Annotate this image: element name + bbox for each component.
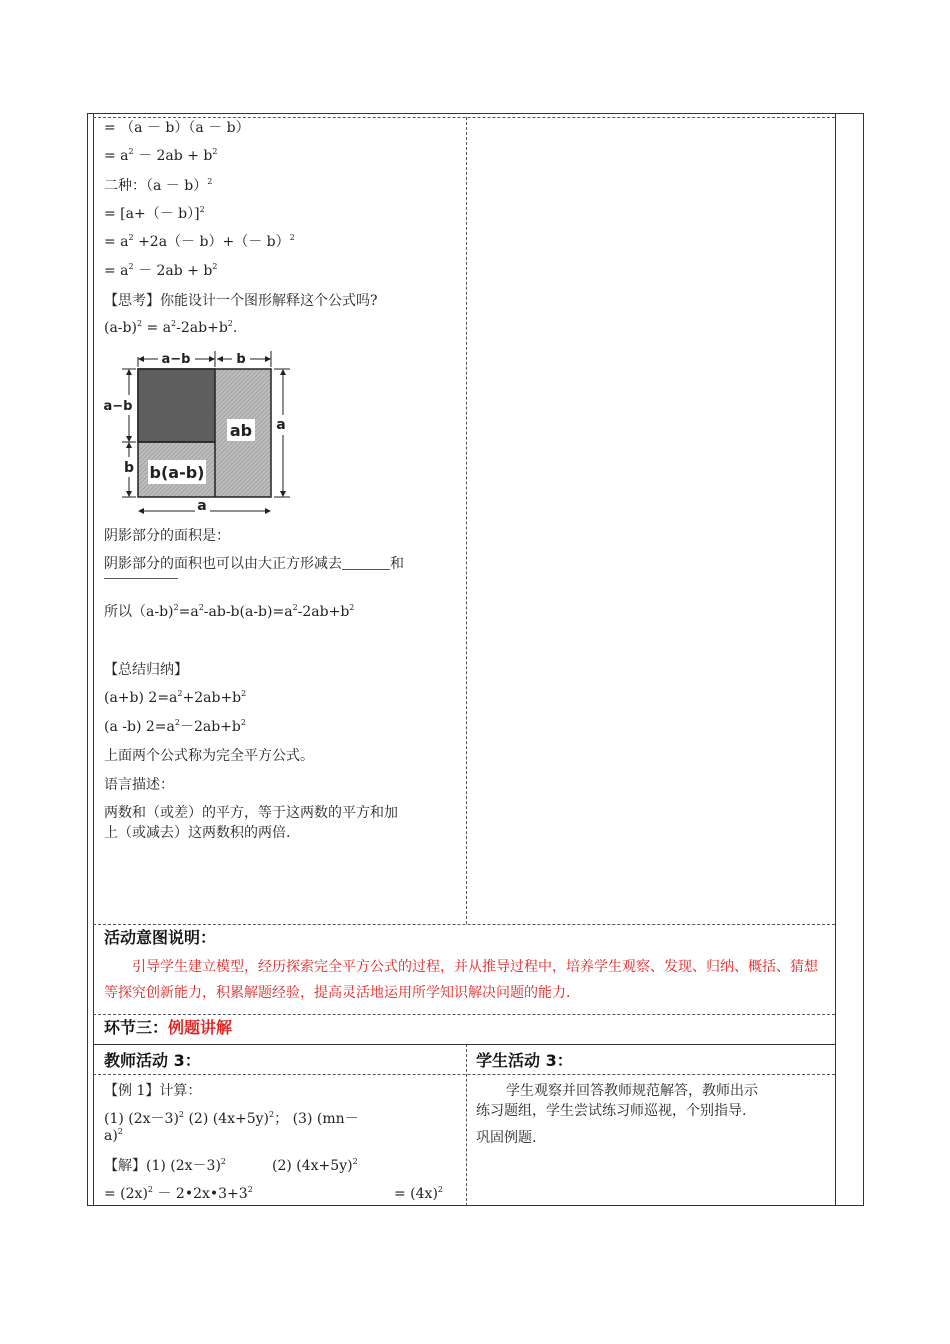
intent-top-line — [93, 924, 835, 925]
language-title: 语言描述： — [104, 777, 174, 793]
example-problems-cont: a)$^2$ — [104, 1127, 123, 1144]
student-text-2: 练习题组，学生尝试练习师巡视，个别指导. — [476, 1103, 747, 1119]
example-problems: (1) $(2x-3)^2$ (2) $(4x+5y)^2$； (3) (mn－ — [104, 1110, 359, 1127]
derivation-line-1: = （a － b）（a － b） — [104, 120, 250, 136]
label-top-a-minus-b: a−b — [161, 352, 191, 367]
solution-step-right: = $(4x)^2$ — [394, 1185, 444, 1202]
section3-top-line — [93, 1014, 835, 1015]
label-left-a-minus-b: a−b — [103, 399, 133, 414]
teacher-activity-title: 教师活动 3： — [104, 1051, 201, 1070]
language-desc-2: 上（或减去）这两数积的两倍. — [104, 825, 291, 841]
section3-heading: 环节三：例题讲解 — [104, 1018, 233, 1037]
area-question: 阴影部分的面积是： — [104, 528, 230, 544]
summary-title: 【总结归纳】 — [104, 662, 188, 678]
derivation-line-2: = $a^2 - 2ab + b^2$ — [104, 147, 218, 164]
right-margin-column-line — [835, 113, 836, 1206]
language-desc-1: 两数和（或差）的平方，等于这两数的平方和加 — [104, 805, 398, 821]
area-alternative: 阴影部分的面积也可以由大正方形减去 和 — [104, 556, 404, 572]
formula-line: $(a-b)^2 = a^2-2ab+b^2$. — [104, 319, 238, 336]
lower-column-divider — [466, 1044, 467, 1206]
student-text-1: 学生观察并回答教师规范解答，教师出示 — [506, 1083, 758, 1099]
upper-column-divider — [466, 117, 467, 924]
inner-left-border — [93, 113, 94, 1206]
solution-line: 【解】(1) $(2x-3)^2$ (2) $(4x+5y)^2$ — [104, 1157, 358, 1174]
label-ab: ab — [229, 421, 253, 440]
think-prompt: 【思考】你能设计一个图形解释这个公式吗? — [104, 293, 378, 309]
intent-title: 活动意图说明： — [104, 928, 217, 947]
intent-text: 引导学生建立模型，经历探索完全平方公式的过程，并从推导过程中，培养学生观察、发现、归纳、概括、猜想等探究创新能力，积累解题经验，提高灵活地运用所学知识解决问题的能力. — [104, 959, 818, 1001]
blank-1 — [342, 569, 390, 570]
upper-top-line — [93, 117, 835, 118]
blank-2 — [104, 578, 178, 579]
summary-statement: 上面两个公式称为完全平方公式。 — [104, 748, 314, 764]
derivation-line-6: = $a^2 - 2ab + b^2$ — [104, 262, 218, 279]
activity-header-line — [93, 1074, 835, 1075]
label-b-a-minus-b: b(a-b) — [149, 463, 205, 482]
solution-step: = $(2x)^2$ － $2•2x•3+3^2$ — [104, 1185, 253, 1202]
label-right-a: a — [276, 417, 286, 433]
dark-square — [138, 369, 215, 442]
student-activity-title: 学生活动 3： — [476, 1051, 573, 1070]
activity-top-line — [93, 1044, 835, 1045]
example-title: 【例 1】计算： — [104, 1083, 202, 1099]
student-text-3: 巩固例题. — [476, 1130, 537, 1146]
derivation-line-3: 二种：$(a - b)^2$ — [104, 177, 213, 194]
label-top-b: b — [236, 352, 246, 367]
label-left-b: b — [123, 460, 135, 476]
so-line: 所以$(a-b)^2=a^2-ab-b(a-b)=a^2-2ab+b^2$ — [104, 603, 355, 620]
square-diagram — [100, 345, 300, 515]
summary-formula-1: (a+b) $2=a^2+2ab+b^2$ — [104, 689, 247, 706]
summary-formula-2: (a -b) $2=a^2-2ab+b^2$ — [104, 718, 246, 735]
derivation-line-4: = $[a+(- b)]^2$ — [104, 205, 205, 222]
derivation-line-5: = $a^2 +2a(- b)+(- b)^2$ — [104, 233, 295, 250]
label-bottom-a: a — [197, 498, 207, 514]
